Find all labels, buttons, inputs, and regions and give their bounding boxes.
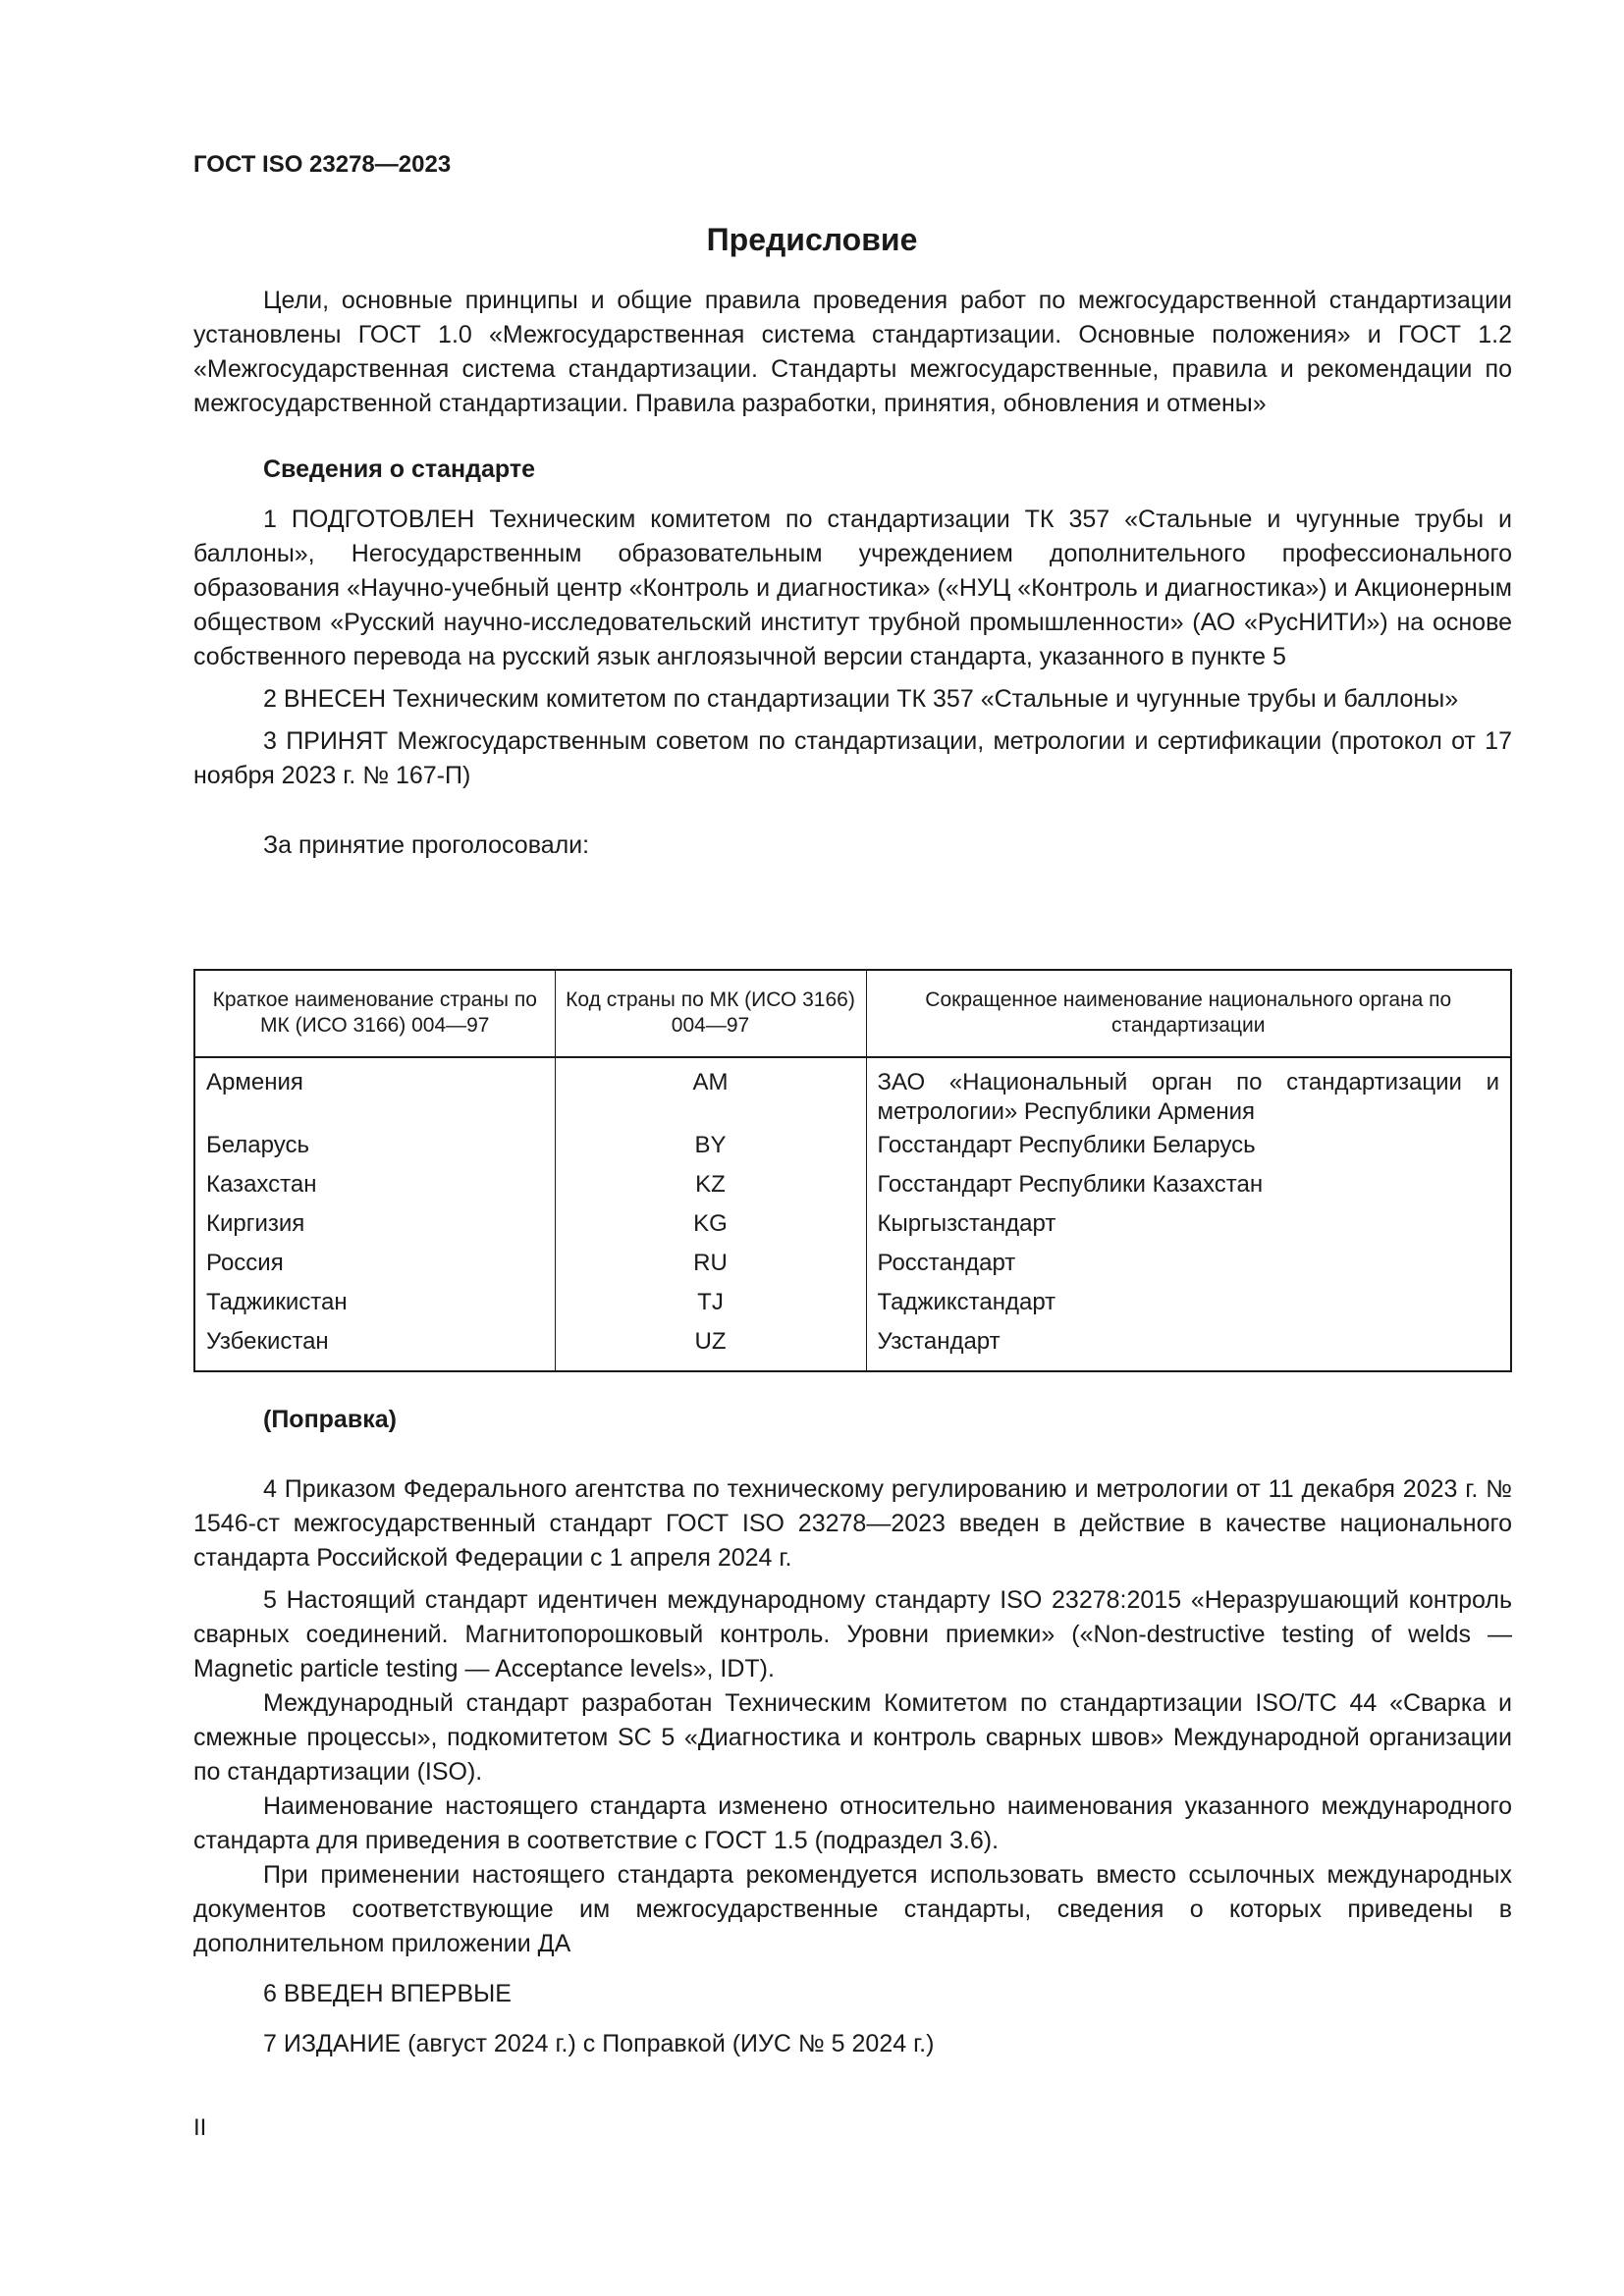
country-cell: Киргизия xyxy=(206,1210,305,1237)
code-cell: RU xyxy=(555,1245,866,1284)
org-cell: Росстандарт xyxy=(866,1245,1511,1284)
code-cell: AM xyxy=(555,1057,866,1127)
header-country-name: Краткое наименование страны по МК (ИСО 3166) 004—97 xyxy=(194,970,555,1057)
code-cell: KZ xyxy=(555,1166,866,1205)
country-cell: Таджикистан xyxy=(206,1289,348,1315)
amendment-label: (Поправка) xyxy=(263,1406,397,1433)
item-5-identity: 5 Настоящий стандарт идентичен международному стандарту ISO 23278:2015 «Неразрушающий контроль сварных соединений. Магнитопорошковый контроль. Уровни приемки» («Non-destructive testing of welds — Magnetic particle testing — Acceptance levels», IDT). xyxy=(193,1586,1512,1682)
country-cell: Узбекистан xyxy=(206,1328,329,1355)
item-5-references: При применении настоящего стандарта рекомендуется использовать вместо ссылочных международных документов соответствующие им межгосударственные стандарты, сведения о которых приведены в дополнительном приложении ДА xyxy=(193,1861,1512,1957)
code-cell: TJ xyxy=(555,1284,866,1323)
country-cell: Армения xyxy=(206,1069,303,1095)
table-row xyxy=(194,1166,1511,1205)
table-row xyxy=(194,1057,1511,1127)
table-row xyxy=(194,1323,1511,1371)
voting-countries-table xyxy=(193,969,1512,1372)
foreword-upper-block xyxy=(193,284,1512,863)
country-cell: Казахстан xyxy=(206,1171,317,1198)
document-code-header: ГОСТ ISO 23278—2023 xyxy=(193,151,452,178)
code-cell: BY xyxy=(555,1127,866,1166)
header-country-code: Код страны по МК (ИСО 3166) 004—97 xyxy=(555,970,866,1057)
item-7-edition: 7 ИЗДАНИЕ (август 2024 г.) с Поправкой (ИУС № 5 2024 г.) xyxy=(263,2030,935,2057)
table-row xyxy=(194,1205,1511,1245)
org-cell: Кыргызстандарт xyxy=(866,1205,1511,1245)
code-cell: KG xyxy=(555,1205,866,1245)
header-national-body: Сокращенное наименование национального органа по стандартизации xyxy=(866,970,1511,1057)
item-4-order: 4 Приказом Федерального агентства по техническому регулированию и метрологии от 11 декабря 2023 г. № 1546-ст межгосударственный стандарт ГОСТ ISO 23278—2023 введен в действие в качестве национального стандарта Российской Федерации с 1 апреля 2024 г. xyxy=(193,1475,1512,1572)
voted-label: За принятие проголосовали: xyxy=(263,831,590,859)
table-header-row xyxy=(194,970,1511,1057)
item-5-developer: Международный стандарт разработан Техническим Комитетом по стандартизации ISO/TC 44 «Сварка и смежные процессы», подкомитетом SC 5 «Диагностика и контроль сварных швов» Международной организации по стандартизации (ISO). xyxy=(193,1689,1512,1786)
table-row xyxy=(194,1127,1511,1166)
code-cell: UZ xyxy=(555,1323,866,1371)
org-cell: Таджикстандарт xyxy=(866,1284,1511,1323)
item-2-submitted: 2 ВНЕСЕН Техническим комитетом по стандартизации ТК 357 «Стальные и чугунные трубы и баллоны» xyxy=(263,685,1459,713)
org-cell: Узстандарт xyxy=(866,1323,1511,1371)
table-row xyxy=(194,1284,1511,1323)
table-row xyxy=(194,1245,1511,1284)
org-cell: Госстандарт Республики Беларусь xyxy=(866,1127,1511,1166)
org-cell: ЗАО «Национальный орган по стандартизации и метрологии» Республики Армения xyxy=(866,1057,1511,1127)
country-cell: Беларусь xyxy=(206,1132,309,1158)
country-cell: Россия xyxy=(206,1250,284,1276)
item-6-introduced: 6 ВВЕДЕН ВПЕРВЫЕ xyxy=(263,1980,512,2007)
org-cell: Госстандарт Республики Казахстан xyxy=(866,1166,1511,1205)
section-title: Предисловие xyxy=(706,222,918,257)
page-number: II xyxy=(193,2114,207,2141)
voting-countries-table-wrap xyxy=(193,969,1512,1372)
foreword-lower-block xyxy=(193,1403,1512,2061)
item-3-adopted: 3 ПРИНЯТ Межгосударственным советом по стандартизации, метрологии и сертификации (протокол от 17 ноября 2023 г. № 167-П) xyxy=(193,727,1512,789)
item-1-prepared: 1 ПОДГОТОВЛЕН Техническим комитетом по стандартизации ТК 357 «Стальные и чугунные трубы и баллоны», Негосударственным образовательным учреждением дополнительного профессионального образования «Научно-учебный центр «Контроль и диагностика» («НУЦ «Контроль и диагностика») и Акционерным обществом «Русский научно-исследовательский институт трубной промышленности» (АО «РусНИТИ») на основе собственного перевода на русский язык англоязычной версии стандарта, указанного в пункте 5 xyxy=(193,506,1512,670)
intro-paragraph: Цели, основные принципы и общие правила проведения работ по межгосударственной стандартизации установлены ГОСТ 1.0 «Межгосударственная система стандартизации. Основные положения» и ГОСТ 1.2 «Межгосударственная система стандартизации. Стандарты межгосударственные, правила и рекомендации по межгосударственной стандартизации. Правила разработки, принятия, обновления и отмены» xyxy=(193,287,1512,417)
item-5-title-change: Наименование настоящего стандарта изменено относительно наименования указанного международного стандарта для приведения в соответствие с ГОСТ 1.5 (подраздел 3.6). xyxy=(193,1792,1512,1854)
standard-info-heading: Сведения о стандарте xyxy=(263,455,536,483)
